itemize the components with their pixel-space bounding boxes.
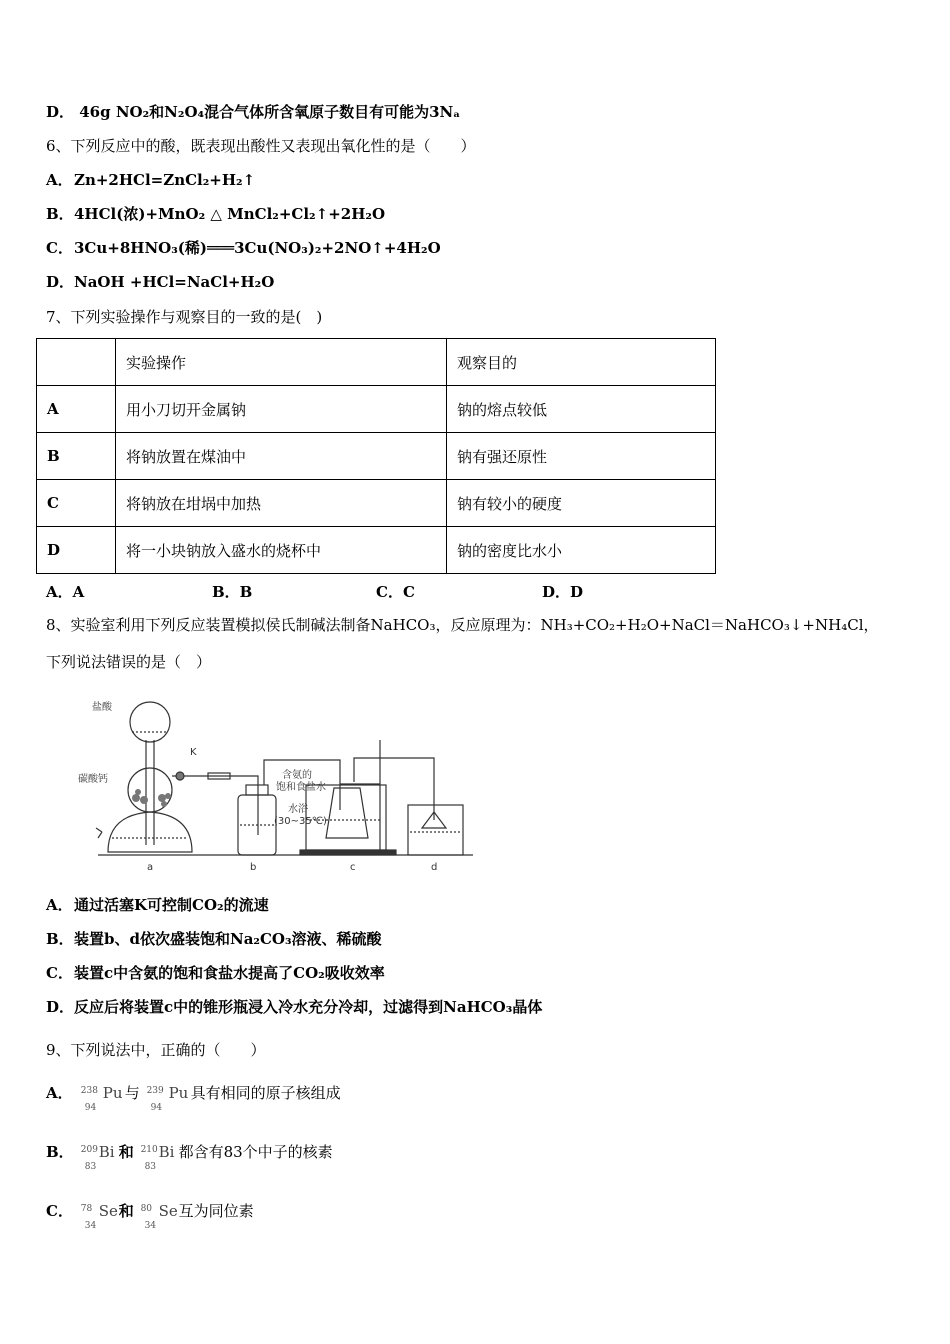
q8-option-a	[46, 895, 269, 915]
label-brine-1: 含氨的	[282, 770, 312, 781]
option-text: 装置b、d依次盛装饱和Na₂CO₃溶液、稀硫酸	[74, 930, 382, 948]
nuclide-symbol	[140, 1135, 177, 1172]
table-row	[37, 433, 716, 480]
option-letter: D．	[46, 103, 75, 121]
table-header-cell: 实验操作	[116, 339, 447, 386]
nuclide-z: 94	[150, 1103, 163, 1113]
conical-flask-c	[326, 788, 368, 838]
q6-option-c	[46, 238, 441, 258]
option-letter: B．	[46, 930, 74, 948]
q6-option-b	[46, 204, 385, 224]
table-row	[37, 527, 716, 574]
q6-option-a	[46, 170, 255, 190]
beaker-d	[408, 805, 463, 855]
join-word: 和	[118, 1143, 134, 1161]
option-letter: D．	[46, 273, 75, 291]
table-cell: 将钠放置在煤油中	[116, 433, 447, 480]
kipp-bottom-bulb	[108, 812, 192, 852]
option-text: 装置c中含氨的饱和食盐水提高了CO₂吸收效率	[74, 964, 385, 982]
option-letter: B．	[46, 205, 74, 223]
nuclide-z: 34	[84, 1221, 97, 1231]
option-text: 具有相同的原子核组成	[190, 1084, 341, 1102]
q9-stem: 9、下列说法中，正确的（ ）	[46, 1041, 266, 1059]
q8-option-d	[46, 997, 542, 1017]
label-b: b	[250, 862, 257, 873]
label-hcl: 盐酸	[92, 702, 112, 713]
nuclide-mass: 80	[140, 1204, 153, 1214]
label-bath-1: 水浴	[288, 804, 308, 815]
nuclide-mass: 239	[146, 1086, 164, 1096]
q9-option-b	[46, 1135, 333, 1172]
answer-option-c: C．C	[376, 583, 415, 601]
nuclide-sym: Bi	[158, 1143, 175, 1161]
q8-stem-line1: 8、实验室利用下列反应装置模拟侯氏制碱法制备NaHCO₃，反应原理为：NH₃+CO₂+H₂O+NaCl＝NaHCO₃↓+NH₄Cl，	[46, 616, 879, 634]
nuclide-symbol	[80, 1135, 117, 1172]
table-cell: A	[37, 386, 116, 433]
answer-option-b: B．B	[212, 583, 253, 601]
label-bath-2: (30~35℃)	[274, 816, 327, 827]
nuclide-sym: Pu	[102, 1084, 123, 1102]
caco3-lumps	[132, 789, 171, 807]
option-letter: A．	[46, 171, 73, 189]
nuclide-mass: 210	[140, 1145, 158, 1155]
nuclide-mass: 209	[80, 1145, 98, 1155]
q7-table	[36, 338, 716, 574]
apparatus-figure	[78, 700, 478, 880]
q9-option-a	[46, 1076, 341, 1113]
nuclide-sym: Pu	[168, 1084, 189, 1102]
table-header-cell: 观察目的	[447, 339, 716, 386]
table-header-cell	[37, 339, 116, 386]
nuclide-symbol	[80, 1076, 123, 1113]
label-brine-2: 饱和食盐水	[276, 782, 326, 793]
nuclide-symbol	[140, 1194, 178, 1231]
label-a: a	[147, 862, 154, 873]
nuclide-z: 83	[144, 1162, 157, 1172]
nuclide-z: 94	[84, 1103, 97, 1113]
table-cell: B	[37, 433, 116, 480]
option-letter: B．	[46, 1143, 74, 1161]
q7-stem: 7、下列实验操作与观察目的一致的是( )	[46, 308, 323, 326]
option-text: Zn+2HCl=ZnCl₂+H₂↑	[74, 171, 256, 189]
table-cell: 钠有强还原性	[447, 433, 716, 480]
option-text: 反应后将装置c中的锥形瓶浸入冷水充分冷却，过滤得到NaHCO₃晶体	[74, 998, 543, 1016]
q6-option-d	[46, 272, 274, 292]
option-letter: C．	[46, 964, 73, 982]
q5-option-d	[46, 102, 460, 122]
table-cell: C	[37, 480, 116, 527]
option-text: 46g NO₂和N₂O₄混合气体所含氧原子数目有可能为3Nₐ	[79, 103, 461, 121]
q8-stem-line2: 下列说法错误的是（ ）	[46, 653, 212, 671]
join-word: 与	[124, 1084, 140, 1102]
join-word: 和	[118, 1202, 134, 1220]
table-cell: 钠有较小的硬度	[447, 480, 716, 527]
option-letter: A．	[46, 896, 73, 914]
table-cell: 用小刀切开金属钠	[116, 386, 447, 433]
q6-stem: 6、下列反应中的酸，既表现出酸性又表现出氧化性的是（ ）	[46, 137, 476, 155]
label-caco3: 碳酸钙	[78, 774, 108, 785]
q8-option-b	[46, 929, 382, 949]
label-c: c	[350, 862, 356, 873]
table-cell: 将一小块钠放入盛水的烧杯中	[116, 527, 447, 574]
nuclide-sym: Se	[158, 1202, 178, 1220]
table-cell: 钠的密度比水小	[447, 527, 716, 574]
nuclide-sym: Se	[98, 1202, 118, 1220]
label-k: K	[190, 747, 197, 758]
option-text: 通过活塞K可控制CO₂的流速	[74, 896, 269, 914]
option-text: 互为同位素	[178, 1202, 254, 1220]
option-letter: C．	[46, 1202, 73, 1220]
tube-c-to-d	[354, 758, 434, 820]
nuclide-mass: 78	[80, 1204, 93, 1214]
table-row	[37, 386, 716, 433]
stopcock-k	[176, 772, 184, 780]
table-cell: 将钠放在坩埚中加热	[116, 480, 447, 527]
nuclide-symbol	[80, 1194, 118, 1231]
label-d: d	[431, 862, 438, 873]
table-row	[37, 480, 716, 527]
answer-option-a: A．A	[46, 583, 85, 601]
option-text: NaOH +HCl=NaCl+H₂O	[74, 273, 275, 291]
kipp-top-bulb	[130, 702, 170, 742]
table-header-row	[37, 339, 716, 386]
option-letter: C．	[46, 239, 73, 257]
nuclide-symbol	[146, 1076, 189, 1113]
q9-option-c	[46, 1194, 254, 1231]
nuclide-sym: Bi	[98, 1143, 115, 1161]
answer-option-d: D．D	[542, 583, 584, 601]
table-cell: D	[37, 527, 116, 574]
nuclide-mass: 238	[80, 1086, 98, 1096]
q8-option-c	[46, 963, 385, 983]
kipp-stand-valve	[96, 828, 102, 838]
nuclide-z: 34	[144, 1221, 157, 1231]
hot-plate	[300, 850, 396, 855]
option-text: 4HCl(浓)+MnO₂ △ MnCl₂+Cl₂↑+2H₂O	[74, 205, 386, 223]
option-letter: A．	[46, 1084, 73, 1102]
option-text: 都含有83个中子的核素	[178, 1143, 333, 1161]
option-letter: D．	[46, 998, 75, 1016]
table-cell: 钠的熔点较低	[447, 386, 716, 433]
nuclide-z: 83	[84, 1162, 97, 1172]
option-text: 3Cu+8HNO₃(稀)═══3Cu(NO₃)₂+2NO↑+4H₂O	[74, 239, 441, 257]
